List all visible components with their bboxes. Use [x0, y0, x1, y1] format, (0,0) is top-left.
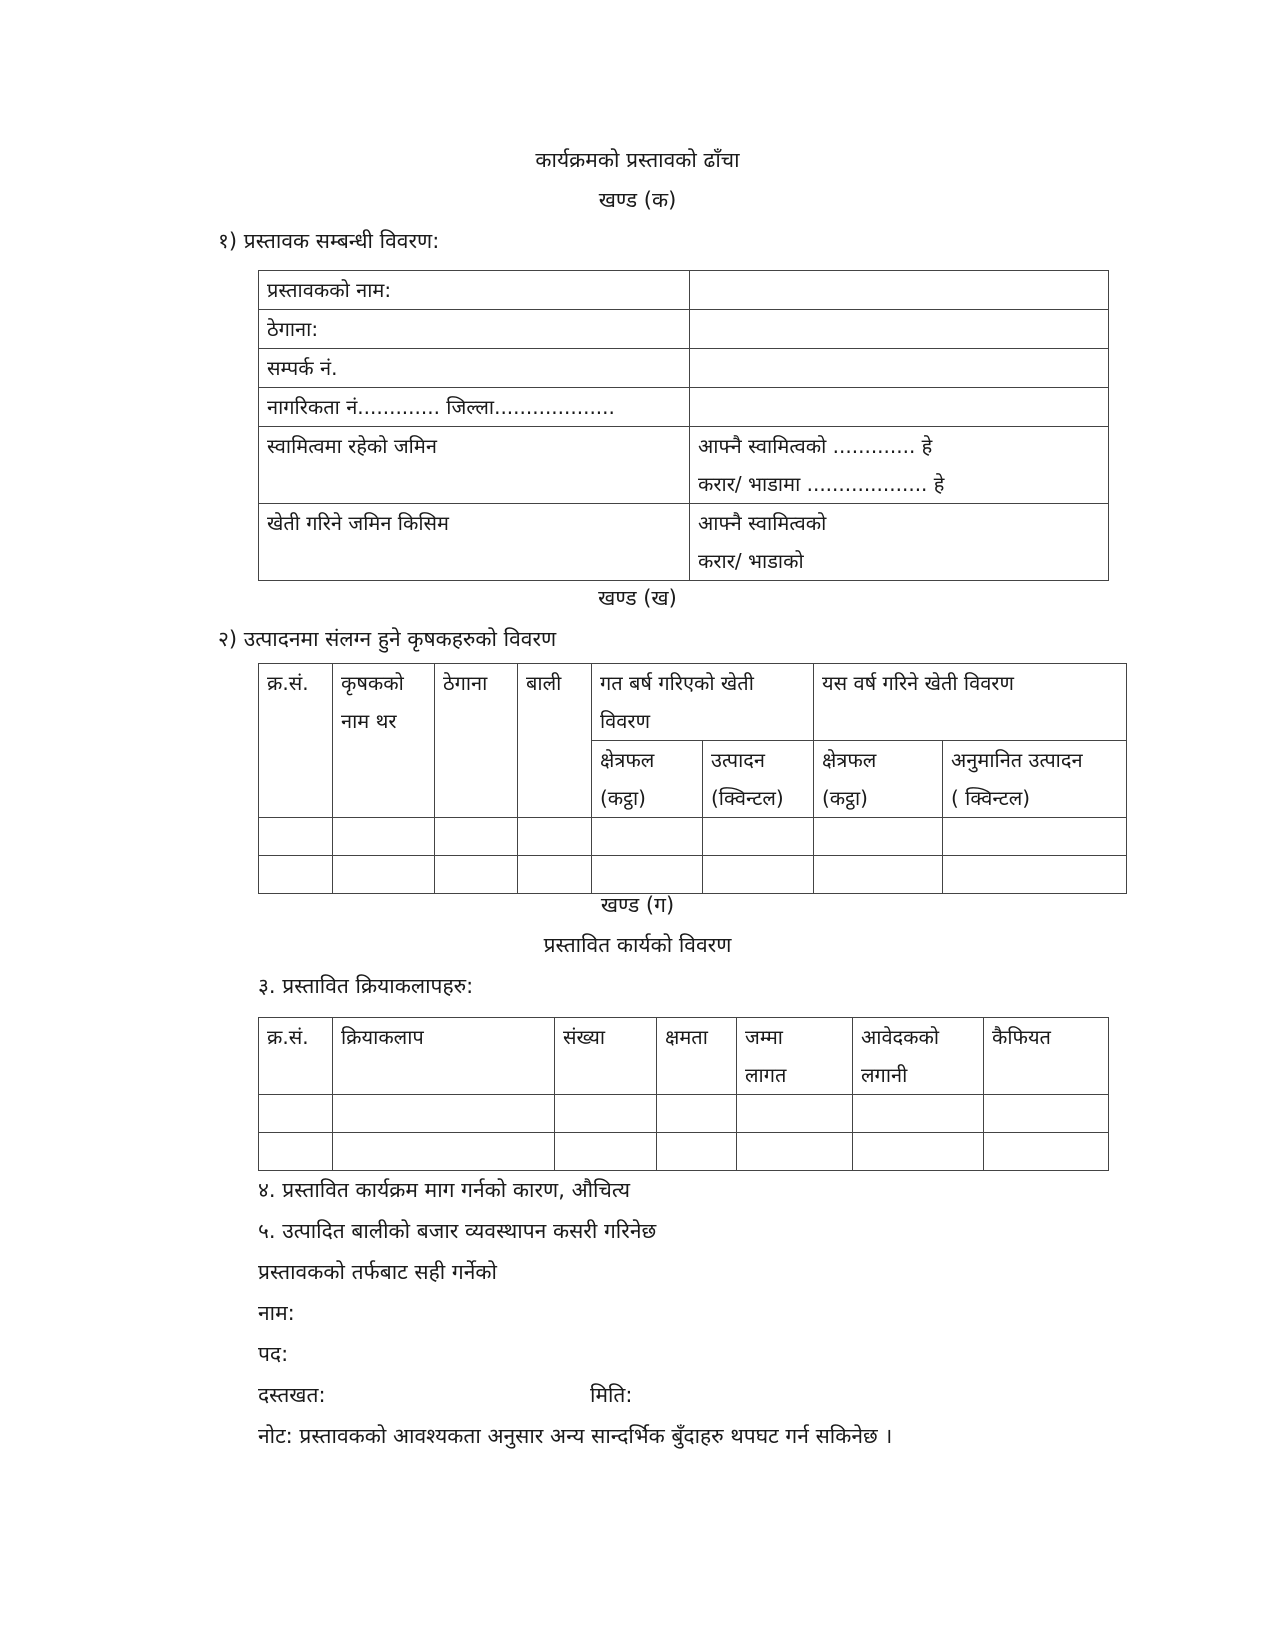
table-cell[interactable]	[853, 1095, 984, 1133]
land-type-lease-line: करार/ भाडाको	[698, 549, 804, 573]
col-last-year-line2: विवरण	[600, 709, 651, 733]
table-cell[interactable]	[435, 818, 518, 856]
col-estimated-production-line1: अनुमानित उत्पादन	[951, 748, 1083, 772]
table-cell[interactable]	[259, 1133, 333, 1171]
table-header-row	[259, 1018, 1109, 1095]
owned-land-label: स्वामित्वमा रहेको जमिन	[259, 427, 690, 504]
activities-table	[258, 1017, 1109, 1171]
col-estimated-production-line2: ( क्विन्टल)	[951, 786, 1031, 810]
table-cell[interactable]	[737, 1095, 853, 1133]
address-field[interactable]	[690, 310, 1109, 349]
table-cell[interactable]	[984, 1095, 1109, 1133]
table-cell[interactable]	[259, 818, 333, 856]
table-row	[259, 310, 1109, 349]
item-1-heading: १) प्रस्तावक सम्बन्धी विवरण:	[218, 229, 440, 253]
table-row	[259, 1095, 1109, 1133]
table-row	[259, 1133, 1109, 1171]
farmers-table	[258, 663, 1127, 894]
table-row	[259, 504, 1109, 581]
table-cell[interactable]	[657, 1133, 737, 1171]
table-cell[interactable]	[333, 1095, 555, 1133]
table-cell[interactable]	[703, 818, 814, 856]
col-sn: क्र.सं.	[259, 664, 333, 818]
post-label: पद:	[258, 1342, 289, 1366]
table-cell[interactable]	[435, 856, 518, 894]
col-applicant-investment	[853, 1018, 984, 1095]
col-sn: क्र.सं.	[259, 1018, 333, 1095]
table-cell[interactable]	[592, 856, 703, 894]
col-last-year-line1: गत बर्ष गरिएको खेती	[600, 671, 754, 695]
col-crop: बाली	[518, 664, 592, 818]
col-activity: क्रियाकलाप	[333, 1018, 555, 1095]
item-2-heading: २) उत्पादनमा संलग्न हुने कृषकहरुको विवरण	[218, 627, 557, 651]
col-last-year	[592, 664, 814, 741]
item-4-text: ४. प्रस्तावित कार्यक्रम माग गर्नको कारण, औचित्य	[258, 1178, 631, 1202]
table-cell[interactable]	[333, 1133, 555, 1171]
col-farmer-name	[333, 664, 435, 818]
table-cell[interactable]	[984, 1133, 1109, 1171]
col-area-last-line1: क्षेत्रफल	[600, 748, 655, 772]
table-cell[interactable]	[657, 1095, 737, 1133]
section-ga-subheading: प्रस्तावित कार्यको विवरण	[543, 933, 732, 957]
col-capacity: क्षमता	[657, 1018, 737, 1095]
contact-field[interactable]	[690, 349, 1109, 388]
table-cell[interactable]	[943, 818, 1127, 856]
table-cell[interactable]	[814, 818, 943, 856]
col-applicant-investment-line2: लगानी	[861, 1063, 908, 1087]
table-cell[interactable]	[853, 1133, 984, 1171]
name-label: नाम:	[258, 1301, 295, 1325]
table-row	[259, 856, 1127, 894]
col-area-last	[592, 741, 703, 818]
section-ga-heading: खण्ड (ग)	[600, 893, 675, 917]
col-total-cost-line1: जम्मा	[745, 1025, 783, 1049]
table-cell[interactable]	[333, 818, 435, 856]
col-remarks: कैफियत	[984, 1018, 1109, 1095]
owned-land-own-line: आफ्नै स्वामित्वको ............. हे	[698, 434, 933, 458]
land-type-own-line: आफ्नै स्वामित्वको	[698, 511, 827, 535]
proposer-details-table	[258, 270, 1109, 581]
table-cell[interactable]	[943, 856, 1127, 894]
citizenship-label: नागरिकता नं............. जिल्ला...................	[259, 388, 690, 427]
land-type-label: खेती गरिने जमिन किसिम	[259, 504, 690, 581]
table-row	[259, 818, 1127, 856]
table-cell[interactable]	[259, 1095, 333, 1133]
section-ka-heading: खण्ड (क)	[598, 188, 677, 212]
document-title: कार्यक्रमको प्रस्तावको ढाँचा	[535, 148, 740, 172]
proposer-name-label: प्रस्तावकको नाम:	[259, 271, 690, 310]
item-5-text: ५. उत्पादित बालीको बजार व्यवस्थापन कसरी गरिनेछ	[258, 1219, 657, 1243]
owned-land-field[interactable]	[690, 427, 1109, 504]
col-area-this-line2: (कट्ठा)	[822, 786, 868, 810]
col-count: संख्या	[555, 1018, 657, 1095]
col-area-this-line1: क्षेत्रफल	[822, 748, 877, 772]
signature-label: दस्तखत:	[258, 1383, 326, 1407]
table-cell[interactable]	[737, 1133, 853, 1171]
table-cell[interactable]	[518, 856, 592, 894]
note-text: नोट: प्रस्तावकको आवश्यकता अनुसार अन्य सान्दर्भिक बुँदाहरु थपघट गर्न सकिनेछ ।	[258, 1424, 893, 1448]
table-row	[259, 388, 1109, 427]
table-cell[interactable]	[259, 856, 333, 894]
col-farmer-name-line2: नाम थर	[341, 709, 397, 733]
table-cell[interactable]	[555, 1133, 657, 1171]
item-3-heading: ३. प्रस्तावित क्रियाकलापहरु:	[258, 974, 474, 998]
table-cell[interactable]	[814, 856, 943, 894]
col-area-last-line2: (कट्ठा)	[600, 786, 646, 810]
col-address: ठेगाना	[435, 664, 518, 818]
section-kha-heading: खण्ड (ख)	[598, 586, 677, 610]
sign-by-text: प्रस्तावकको तर्फबाट सही गर्नेको	[258, 1260, 497, 1284]
col-production-last-line1: उत्पादन	[711, 748, 766, 772]
contact-label: सम्पर्क नं.	[259, 349, 690, 388]
col-applicant-investment-line1: आवेदकको	[861, 1025, 940, 1049]
col-estimated-production	[943, 741, 1127, 818]
col-total-cost-line2: लागत	[745, 1063, 787, 1087]
citizenship-field[interactable]	[690, 388, 1109, 427]
col-farmer-name-line1: कृषकको	[341, 671, 404, 695]
table-row	[259, 427, 1109, 504]
table-cell[interactable]	[703, 856, 814, 894]
land-type-field[interactable]	[690, 504, 1109, 581]
table-cell[interactable]	[555, 1095, 657, 1133]
table-cell[interactable]	[333, 856, 435, 894]
col-area-this	[814, 741, 943, 818]
table-cell[interactable]	[592, 818, 703, 856]
col-total-cost	[737, 1018, 853, 1095]
table-header-row	[259, 664, 1127, 741]
col-this-year: यस वर्ष गरिने खेती विवरण	[814, 664, 1127, 741]
address-label: ठेगाना:	[259, 310, 690, 349]
proposer-name-field[interactable]	[690, 271, 1109, 310]
owned-land-lease-line: करार/ भाडामा ................... हे	[698, 472, 945, 496]
table-row	[259, 349, 1109, 388]
col-production-last	[703, 741, 814, 818]
table-row	[259, 271, 1109, 310]
col-production-last-line2: (क्विन्टल)	[711, 786, 784, 810]
date-label: मिति:	[590, 1383, 633, 1407]
table-cell[interactable]	[518, 818, 592, 856]
